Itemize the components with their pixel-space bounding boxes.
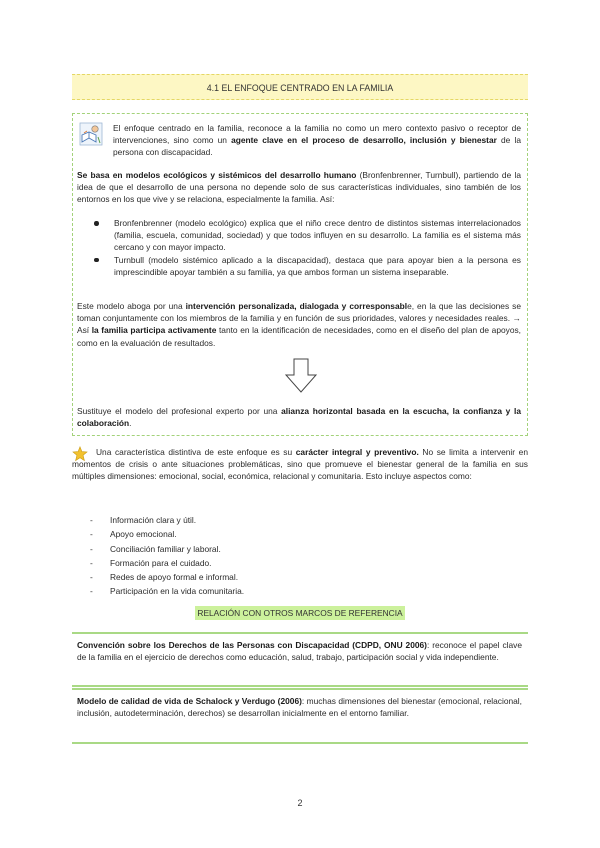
intro-paragraph: El enfoque centrado en la familia, reconoce a la familia no como un mero contexto pasivo o receptor de intervenciones, sino como un agente clave en el proceso de desarrollo, inclusión y bienestar de la persona con discapacidad. [113, 123, 521, 158]
list-item: - Apoyo emocional. [90, 529, 177, 540]
down-arrow-icon [284, 358, 318, 394]
page-number: 2 [297, 798, 303, 808]
replacement-paragraph: Sustituye el modelo del profesional experto por una alianza horizontal basada en la escucha, la confianza y la colaboración. [77, 406, 521, 429]
framework-cdpd-text: Convención sobre los Derechos de las Personas con Discapacidad (CDPD, ONU 2006): reconoce el papel clave de la familia en el ejercicio de derechos como educación, salud, trabajo, participación social y vida independiente. [77, 640, 522, 663]
basis-paragraph: Se basa en modelos ecológicos y sistémicos del desarrollo humano (Bronfenbrenner, Turnbull), partiendo de la idea de que el desarrollo de una persona no depende solo de sus características individuales, sino también de los entornos en los que vive y se relaciona, especialmente la familia. Así: [77, 170, 521, 205]
relation-heading: RELACIÓN CON OTROS MARCOS DE REFERENCIA [195, 606, 405, 620]
section-title: 4.1 EL ENFOQUE CENTRADO EN LA FAMILIA [72, 74, 528, 100]
list-item: Turnbull (modelo sistémico aplicado a la discapacidad), destaca que para apoyar bien a la persona es imprescindible apoyar también a su familia, ya que ambos forman un sistema inseparable. [88, 254, 521, 278]
aspects-list [90, 513, 470, 599]
model-bullet-list [88, 217, 521, 278]
list-item: - Formación para el cuidado. [90, 557, 212, 568]
list-item: - Conciliación familiar y laboral. [90, 543, 221, 554]
framework-quality-of-life-text: Modelo de calidad de vida de Schalock y Verdugo (2006): muchas dimensiones del bienestar (emocional, relacional, inclusión, autodeterminación, derechos) se desarrollan inicialmente en el entorno familiar. [77, 696, 522, 719]
list-item: - Redes de apoyo formal e informal. [90, 572, 239, 583]
list-item: Bronfenbrenner (modelo ecológico) explica que el niño crece dentro de distintos sistemas interrelacionados (familia, escuela, comunidad, sociedad) y que todos influyen en su desarrollo. La familia es el sistema más cercano y con mayor impacto. [88, 217, 521, 254]
list-item: - Participación en la vida comunitaria. [90, 586, 245, 597]
list-item: - Información clara y útil. [90, 515, 197, 525]
characteristic-paragraph: Una característica distintiva de este enfoque es su carácter integral y preventivo. No se limita a intervenir en momentos de crisis o ante situaciones problemáticas, sino que promueve el bienestar general de la familia en sus múltiples dimensiones: emocional, social, económica, relacional y comunitaria. Esto incluye aspectos como: [72, 447, 528, 482]
model-paragraph: Este modelo aboga por una intervención personalizada, dialogada y corresponsable, en la que las decisiones se toman conjuntamente con los miembros de la familia y en función de sus prioridades, valores y necesidades reales. → Así la familia participa activamente tanto en la identificación de necesidades, como en el diseño del plan de apoyos, como en la evaluación de resultados. [77, 301, 521, 348]
reading-person-icon [78, 121, 104, 147]
